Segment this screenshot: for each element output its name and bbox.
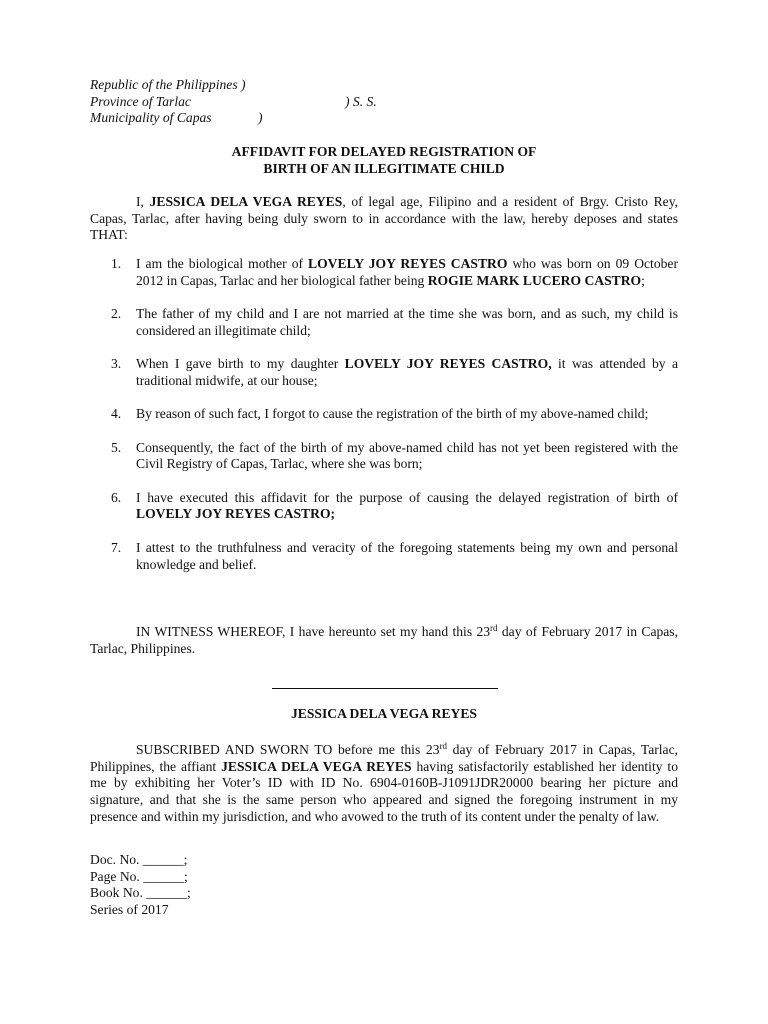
statement-item xyxy=(90,540,678,573)
statement-number: 6. xyxy=(111,489,122,505)
jurat-affiant-name: JESSICA DELA VEGA REYES xyxy=(221,758,412,774)
caption-paren: ) xyxy=(258,110,263,126)
page-no: Page No. ______; xyxy=(90,868,188,884)
caption-province-label: Province of Tarlac xyxy=(90,93,191,109)
statement-item xyxy=(90,440,678,473)
book-no: Book No. ______; xyxy=(90,885,191,901)
statement-text: ; xyxy=(641,272,645,288)
statements-list xyxy=(90,256,678,590)
title-line-2: BIRTH OF AN ILLEGITIMATE CHILD xyxy=(263,160,505,176)
statement-bold: ROGIE MARK LUCERO CASTRO xyxy=(427,272,642,288)
title-line-1: AFFIDAVIT FOR DELAYED REGISTRATION OF xyxy=(231,144,537,159)
intro-paragraph xyxy=(90,194,678,244)
affiant-name: JESSICA DELA VEGA REYES xyxy=(149,194,343,209)
statement-text: By reason of such fact, I forgot to cause the registration of the birth of my above-named child; xyxy=(136,406,649,422)
notarial-register xyxy=(90,852,191,919)
caption-municipality xyxy=(90,110,263,127)
statement-item xyxy=(90,490,678,523)
statement-number: 2. xyxy=(111,306,122,322)
jurat-sup: rd xyxy=(439,741,448,751)
jurat-post: having satisfactorily established her identity to me by exhibiting her Voter’s ID with ID No. 6904-0160B-J1091JDR20000 bearing her picture and signature, and that she is the same person who appeared and signed the foregoing instrument in my presence and within my jurisdiction, and who avowed to the truth of its content under the penalty of law. xyxy=(90,758,678,824)
witness-pre: IN WITNESS WHEREOF, I have hereunto set my hand this 23 xyxy=(136,624,491,639)
witness-sup: rd xyxy=(490,623,498,633)
statement-item xyxy=(90,256,678,289)
jurat-paragraph xyxy=(90,742,678,826)
statement-item xyxy=(90,406,678,423)
caption-municipality-label: Municipality of Capas xyxy=(90,110,212,126)
statement-number: 4. xyxy=(111,406,122,422)
witness-paragraph xyxy=(90,624,678,657)
statement-text: The father of my child and I are not married at the time she was born, and as such, my child is considered an illegitimate child; xyxy=(136,306,678,338)
statement-number: 5. xyxy=(111,439,122,455)
statement-text: it was attended by a traditional midwife, at our house; xyxy=(136,356,678,388)
signatory-name: JESSICA DELA VEGA REYES xyxy=(291,706,477,721)
statement-text: Consequently, the fact of the birth of my above-named child has not yet been registered with the Civil Registry of Capas, Tarlac, where she was born; xyxy=(136,439,678,472)
document-title xyxy=(90,144,678,177)
statement-text: I am the biological mother of xyxy=(136,256,309,271)
doc-no: Doc. No. ______; xyxy=(90,852,188,867)
caption-republic: Republic of the Philippines ) xyxy=(90,77,246,92)
jurat-pre: SUBSCRIBED AND SWORN TO before me this 23 xyxy=(136,742,440,757)
statement-number: 1. xyxy=(111,256,122,271)
statement-bold: LOVELY JOY REYES CASTRO, xyxy=(344,356,552,372)
statement-text: who was born on 09 October 2012 in Capas, Tarlac and her biological father being xyxy=(136,256,678,288)
statement-text: I attest to the truthfulness and veracity of the foregoing statements being my own and personal knowledge and belief. xyxy=(136,539,678,572)
caption-ss: ) S. S. xyxy=(345,93,377,109)
statement-number: 7. xyxy=(111,539,122,555)
statement-text: When I gave birth to my daughter xyxy=(136,356,345,372)
statement-bold: LOVELY JOY REYES CASTRO; xyxy=(136,506,336,522)
series: Series of 2017 xyxy=(90,902,169,918)
venue-caption xyxy=(90,77,377,127)
statement-number: 3. xyxy=(111,356,122,372)
statement-item xyxy=(90,306,678,339)
statement-bold: LOVELY JOY REYES CASTRO xyxy=(308,256,508,271)
statement-text: I have executed this affidavit for the purpose of causing the delayed registration of birth of xyxy=(136,489,678,505)
intro-pre: I, xyxy=(136,194,150,209)
caption-province xyxy=(90,93,377,111)
jurat-mid: day of February 2017 in Capas, Tarlac, Philippines, the affiant xyxy=(90,742,679,774)
signature-line xyxy=(272,688,498,689)
intro-post: , of legal age, Filipino and a resident of Brgy. Cristo Rey, Capas, Tarlac, after having being duly sworn to in accordance with the law, hereby deposes and states THAT: xyxy=(90,194,679,243)
statement-item xyxy=(90,356,678,389)
witness-post: day of February 2017 in Capas, Tarlac, Philippines. xyxy=(90,624,678,656)
